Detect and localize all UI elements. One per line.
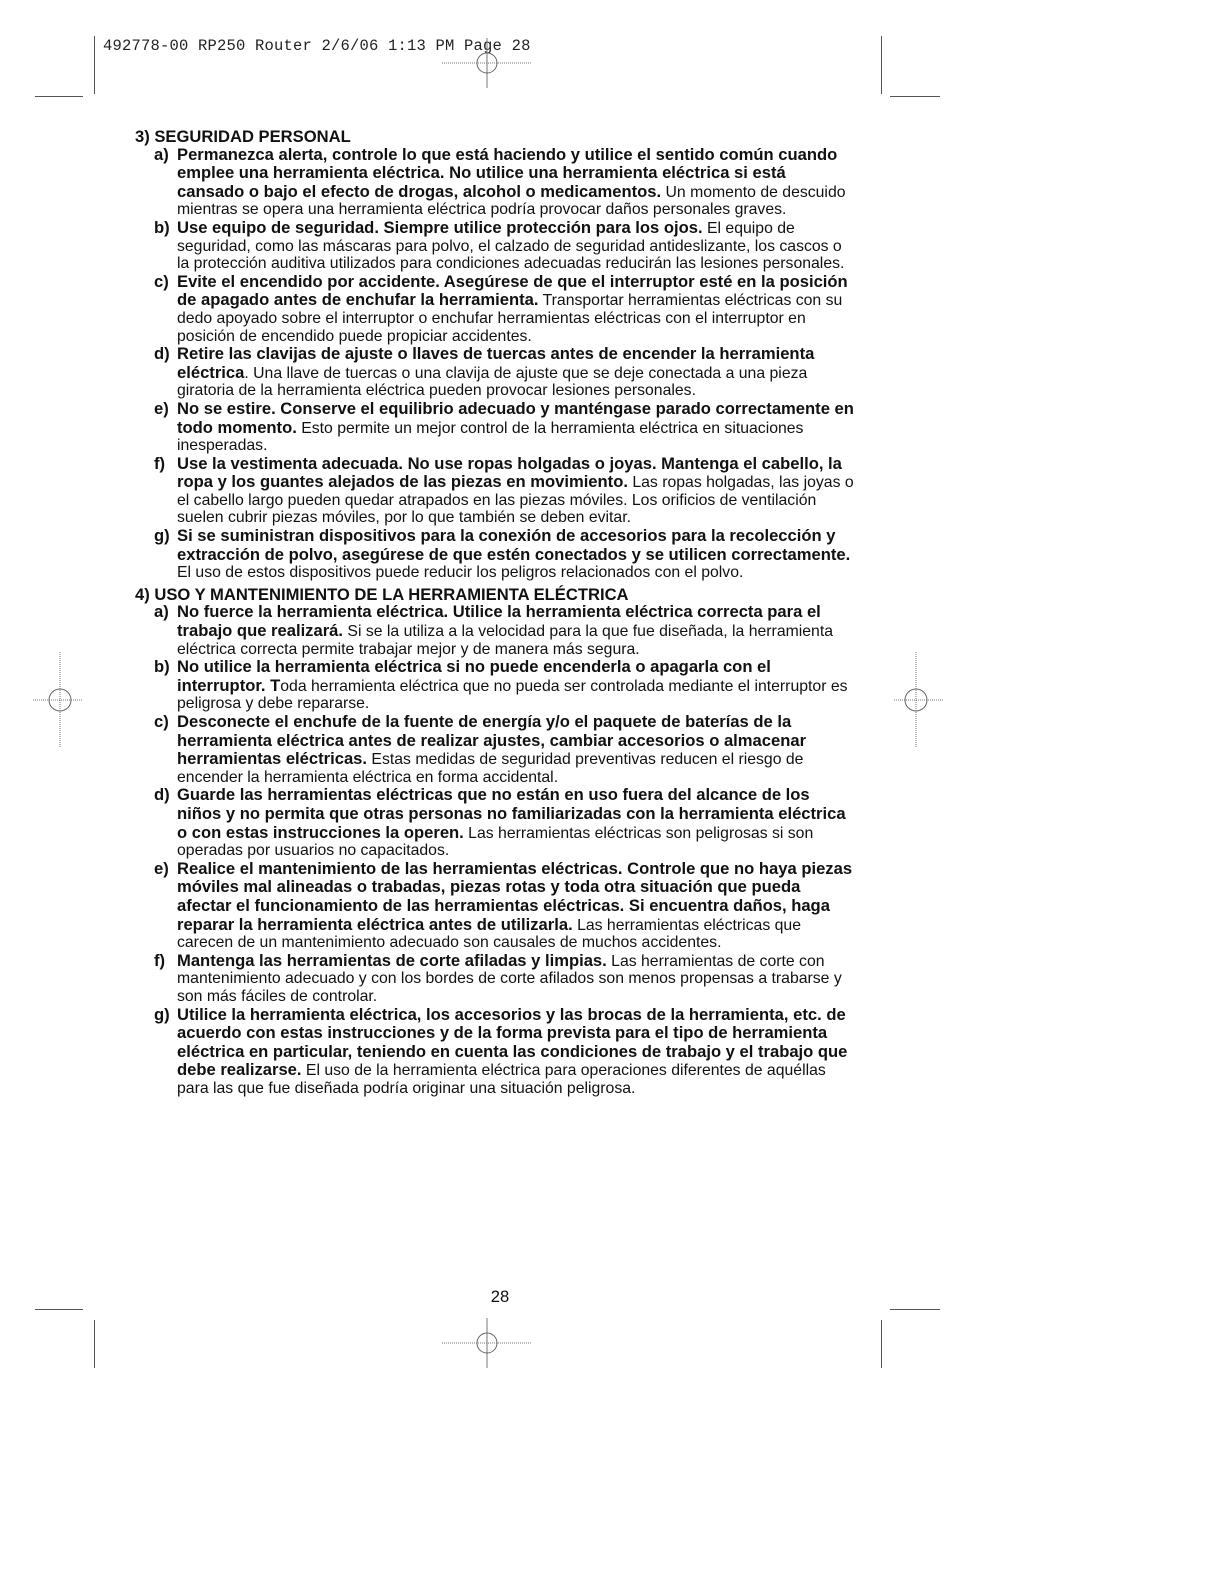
item-letter: d) — [154, 785, 170, 805]
item-heading: No utilice la herramienta eléctrica si no puede encenderla o apagarla con el interruptor. T — [177, 657, 771, 695]
item-letter: g) — [154, 1004, 170, 1024]
item-body: Las herramientas de corte con mantenimiento adecuado y con los bordes de corte afilados son menos propensas a trabarse y son más fáciles de controlar. — [177, 952, 842, 1005]
item-body: oda herramienta eléctrica que no pueda ser controlada mediante el interruptor es peligrosa y debe repararse. — [177, 677, 848, 713]
item-letter: c) — [154, 271, 169, 291]
registration-mark-left-icon — [33, 652, 83, 748]
item-letter: e) — [154, 398, 169, 418]
page-number: 28 — [490, 1287, 510, 1306]
list-item — [135, 603, 855, 658]
item-heading: Use la vestimenta adecuada. No use ropas holgadas o joyas. Mantenga el cabello, la ropa y los guantes alejados de las piezas en movimiento. — [177, 453, 842, 492]
list-item — [135, 1006, 855, 1098]
item-heading: Realice el mantenimiento de las herramientas eléctricas. Controle que no haya piezas móviles mal alineadas o trabadas, piezas rotas y toda otra situación que pueda afectar el funcionamiento de las herramientas eléctricas. Si encuentra daños, haga reparar la herramienta eléctrica antes de utilizarla. — [177, 858, 853, 934]
item-heading: Guarde las herramientas eléctricas que no están en uso fuera del alcance de los niños y no permita que otras personas no familiarizadas con la herramienta eléctrica o con estas instrucciones la operen. — [177, 785, 846, 842]
section-personal-safety — [135, 128, 855, 582]
item-heading: Permanezca alerta, controle lo que está haciendo y utilice el sentido común cuando emplee una herramienta eléctrica. No utilice una herramienta eléctrica si está cansado o bajo el efecto de drogas, alcohol o medicamentos. — [177, 144, 838, 201]
item-body: Un momento de descuido mientras se opera una herramienta eléctrica podría provocar daños personales graves. — [177, 183, 846, 219]
list-item — [135, 658, 855, 713]
item-letter: e) — [154, 858, 169, 878]
item-body: El uso de estos dispositivos puede reducir los peligros relacionados con el polvo. — [177, 564, 744, 582]
list-item — [135, 146, 855, 219]
list-item — [135, 786, 855, 859]
list-item — [135, 527, 855, 582]
item-list — [135, 146, 855, 582]
list-item — [135, 400, 855, 455]
item-body: Las herramientas eléctricas que carecen de un mantenimiento adecuado son causales de muchos accidentes. — [177, 916, 801, 952]
manual-page — [135, 128, 855, 1097]
list-item — [135, 952, 855, 1006]
item-letter: c) — [154, 712, 169, 731]
item-letter: b) — [154, 217, 170, 237]
list-item — [135, 345, 855, 400]
list-item — [135, 219, 855, 273]
item-body: El uso de la herramienta eléctrica para operaciones diferentes de aquéllas para las que fue diseñada podría originar una situación peligrosa. — [177, 1062, 826, 1097]
section-tool-use-and-care — [135, 586, 855, 1098]
list-item — [135, 273, 855, 345]
registration-mark-right-icon — [894, 652, 944, 748]
printer-slug: 492778-00 RP250 Router 2/6/06 1:13 PM Page 28 — [103, 37, 531, 55]
item-body: Esto permite un mejor control de la herramienta eléctrica en situaciones inesperadas. — [177, 419, 804, 455]
item-body: Estas medidas de seguridad preventivas reducen el riesgo de encender la herramienta eléctrica en forma accidental. — [177, 751, 804, 786]
registration-mark-top-icon — [442, 38, 532, 88]
item-heading: Si se suministran dispositivos para la conexión de accesorios para la recolección y extracción de polvo, asegúrese de que estén conectados y se utilicen correctamente. — [177, 526, 851, 564]
item-body: El equipo de seguridad, como las máscaras para polvo, el calzado de seguridad antideslizante, los cascos o la protección auditiva utilizados para condiciones adecuadas reducirán las lesiones personales. — [177, 219, 845, 273]
list-item — [135, 713, 855, 786]
item-list — [135, 603, 855, 1097]
section-title: 3) SEGURIDAD PERSONAL — [135, 127, 351, 146]
item-letter: d) — [154, 344, 170, 364]
item-heading: Desconecte el enchufe de la fuente de energía y/o el paquete de baterías de la herramienta eléctrica antes de realizar ajustes, cambiar accesorios o almacenar herramientas eléctricas. — [177, 712, 807, 769]
item-heading: No se estire. Conserve el equilibrio adecuado y manténgase parado correctamente en todo momento. — [177, 398, 854, 437]
item-body: Las ropas holgadas, las joyas o el cabello largo pueden quedar atrapados en las piezas móviles. Los orificios de ventilación suelen cubrir piezas móviles, por lo que también se deben evitar. — [177, 474, 854, 527]
registration-mark-bottom-icon — [442, 1318, 532, 1368]
list-item — [135, 860, 855, 952]
item-letter: f) — [154, 950, 166, 970]
item-body: Transportar herramientas eléctricas con su dedo apoyado sobre el interruptor o enchufar herramientas eléctricas con el interruptor en posición de encendido puede propiciar accidentes. — [177, 292, 843, 345]
item-letter: b) — [154, 657, 170, 677]
item-letter: g) — [154, 526, 170, 546]
item-heading: Retire las clavijas de ajuste o llaves de tuercas antes de encender la herramienta eléctrica — [177, 344, 815, 382]
item-heading: Use equipo de seguridad. Siempre utilice protección para los ojos. — [177, 217, 703, 237]
item-letter: a) — [154, 602, 169, 622]
section-title: 4) USO Y MANTENIMIENTO DE LA HERRAMIENTA ELÉCTRICA — [135, 584, 629, 604]
item-heading: No fuerce la herramienta eléctrica. Utilice la herramienta eléctrica correcta para el trabajo que realizará. — [177, 602, 821, 641]
item-body: Si se la utiliza a la velocidad para la que fue diseñada, la herramienta eléctrica correcta permite trabajar mejor y de manera más segura. — [177, 623, 834, 658]
item-heading: Evite el encendido por accidente. Asegúrese de que el interruptor esté en la posición de apagado antes de enchufar la herramienta. — [177, 271, 848, 310]
item-body: Las herramientas eléctricas son peligrosas si son operadas por usuarios no capacitados. — [177, 824, 814, 860]
item-letter: a) — [154, 144, 169, 164]
list-item — [135, 455, 855, 527]
item-heading: Utilice la herramienta eléctrica, los accesorios y las brocas de la herramienta, etc. de acuerdo con estas instrucciones y de la forma prevista para el tipo de herramienta eléctrica en particular, teniendo en cuenta las condiciones de trabajo y el trabajo que debe realizarse. — [177, 1004, 848, 1080]
item-letter: f) — [154, 453, 166, 473]
item-body: . Una llave de tuercas o una clavija de ajuste que se deje conectada a una pieza giratoria de la herramienta eléctrica pueden provocar lesiones personales. — [177, 364, 808, 400]
item-heading: Mantenga las herramientas de corte afiladas y limpias. — [177, 950, 607, 970]
